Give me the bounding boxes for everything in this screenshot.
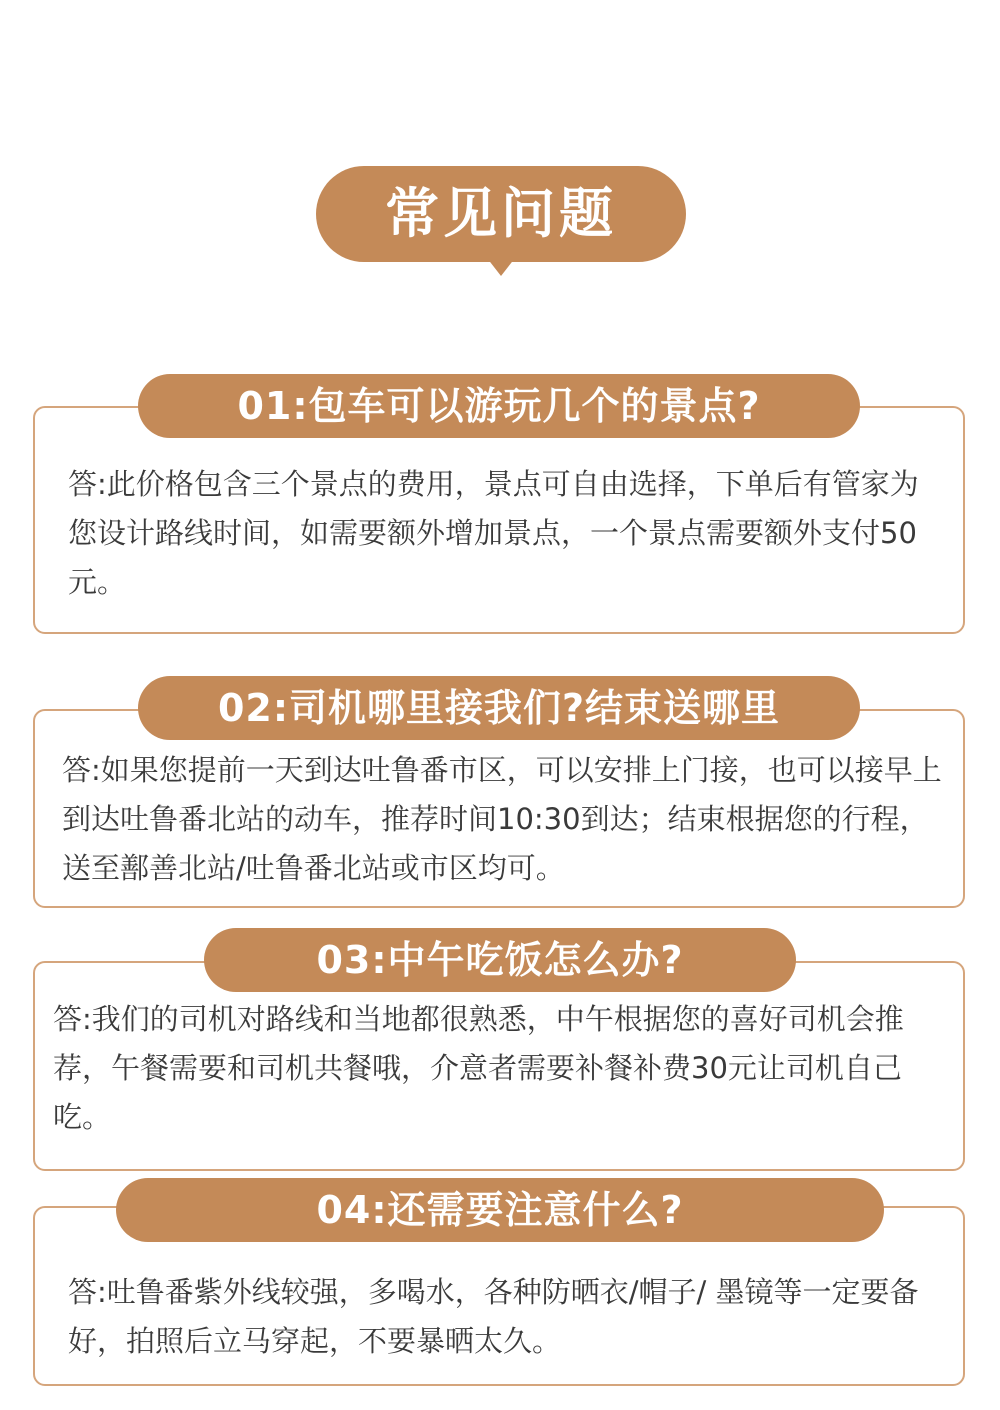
faq-question-2: 02:司机哪里接我们?结束送哪里 (138, 676, 860, 740)
page-title: 常见问题 (316, 166, 686, 262)
faq-answer-3: 答:我们的司机对路线和当地都很熟悉，中午根据您的喜好司机会推荐，午餐需要和司机共餐哦，介意者需要补餐补费30元让司机自己吃。 (53, 1002, 904, 1134)
faq-answer-1: 答:此价格包含三个景点的费用，景点可自由选择，下单后有管家为您设计路线时间，如需要额外增加景点，一个景点需要额外支付50元。 (68, 467, 919, 599)
faq-question-3: 03:中午吃饭怎么办? (204, 928, 796, 992)
title-pointer (487, 258, 515, 276)
faq-question-1: 01:包车可以游玩几个的景点? (138, 374, 860, 438)
faq-question-4: 04:还需要注意什么? (116, 1178, 884, 1242)
faq-answer-2: 答:如果您提前一天到达吐鲁番市区，可以安排上门接，也可以接早上到达吐鲁番北站的动车，推荐时间10:30到达；结束根据您的行程，送至鄯善北站/吐鲁番北站或市区均可。 (62, 753, 942, 885)
faq-answer-4: 答:吐鲁番紫外线较强，多喝水，各种防晒衣/帽子/ 墨镜等一定要备好，拍照后立马穿起，不要暴晒太久。 (68, 1275, 919, 1358)
